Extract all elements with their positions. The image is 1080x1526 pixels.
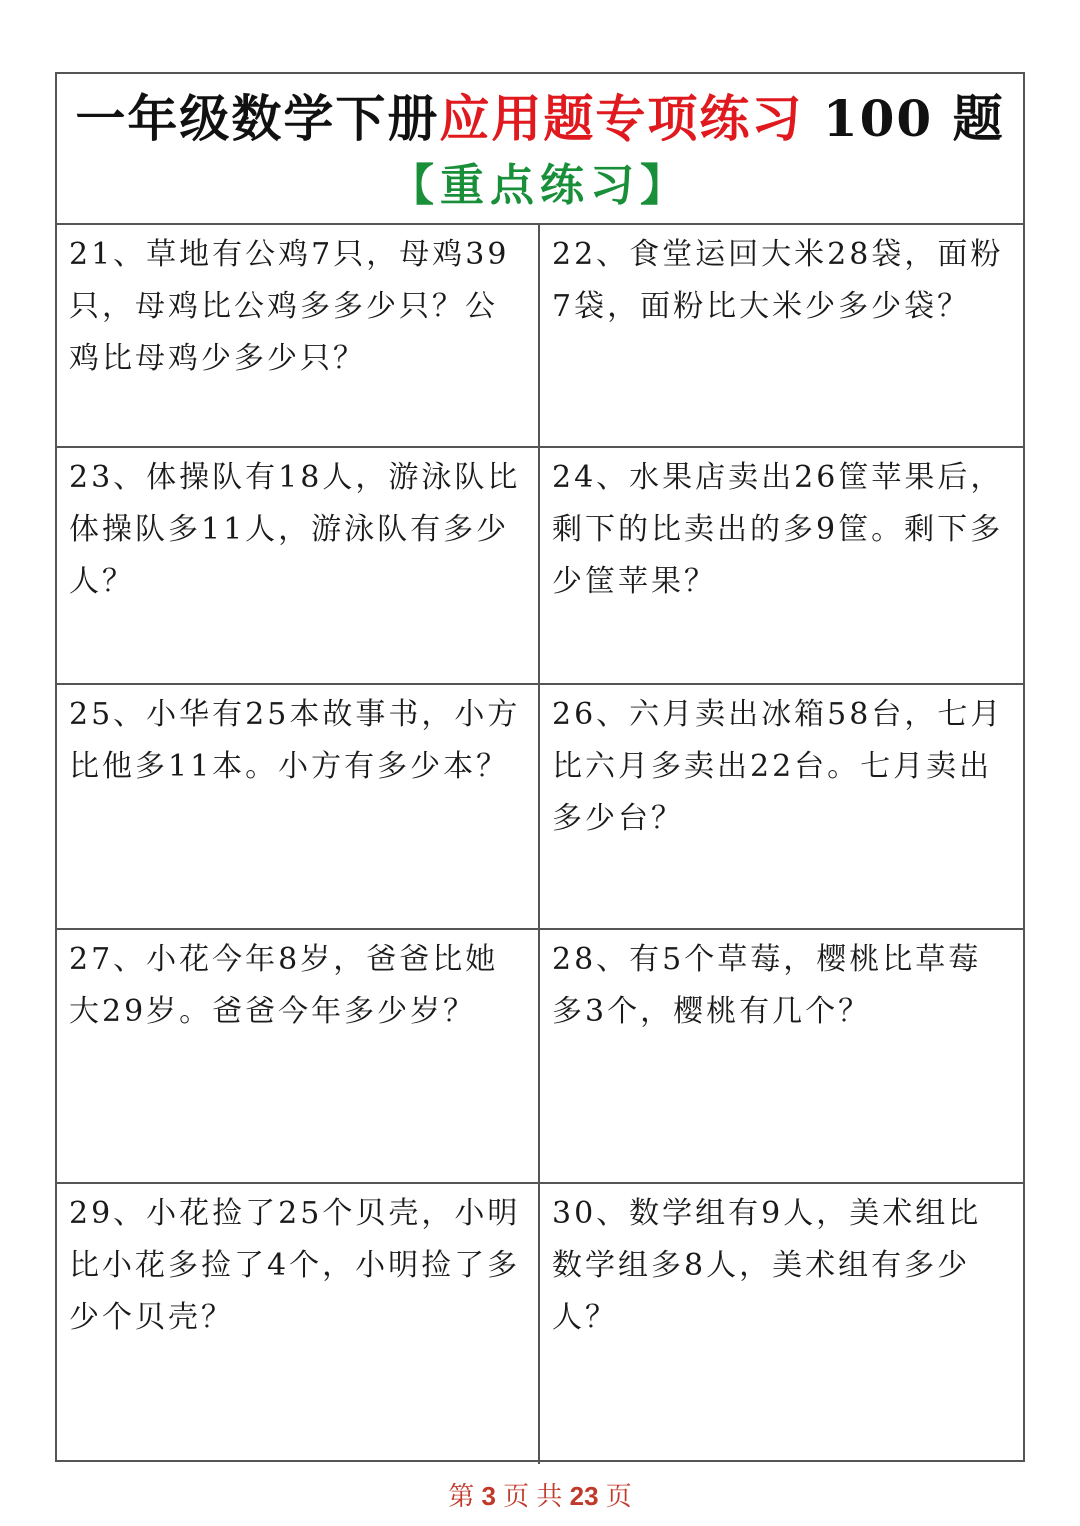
problem-grid: [57, 225, 1023, 1464]
problem-23: 23、体操队有18人，游泳队比体操队多11人，游泳队有多少人？: [57, 448, 540, 683]
footer-middle: 页 共: [503, 1481, 563, 1511]
page-number-footer: [0, 1478, 1080, 1514]
worksheet-header: [57, 74, 1023, 225]
footer-suffix: 页: [605, 1481, 632, 1511]
problem-28: 28、有5个草莓，樱桃比草莓多3个，樱桃有几个？: [552, 942, 982, 1029]
problem-30: 30、数学组有9人，美术组比数学组多8人，美术组有多少人？: [552, 1196, 982, 1335]
title-grade-part: 一年级数学下册: [75, 89, 440, 148]
title-topic-part: 应用题专项练习: [439, 89, 804, 148]
problem-row: [57, 930, 1023, 1184]
footer-prefix: 第: [448, 1481, 475, 1511]
total-pages-number: 23: [569, 1481, 599, 1511]
problem-21: 21、草地有公鸡7只，母鸡39只，母鸡比公鸡多多少只？公鸡比母鸡少多少只？: [57, 225, 540, 446]
current-page-number: 3: [481, 1481, 496, 1511]
page-subtitle: 【重点练习】: [390, 160, 690, 211]
problem-row: [57, 685, 1023, 930]
problem-row: [57, 225, 1023, 448]
page-title: [57, 84, 1023, 154]
problem-row: [57, 448, 1023, 685]
problem-24: 24、水果店卖出26筐苹果后，剩下的比卖出的多9筐。剩下多少筐苹果？: [552, 460, 1004, 599]
title-count-part: 100 题: [822, 89, 1005, 148]
worksheet: [55, 72, 1025, 1462]
problem-25: 25、小华有25本故事书，小方比他多11本。小方有多少本？: [57, 685, 540, 928]
problem-29: 29、小花捡了25个贝壳，小明比小花多捡了4个，小明捡了多少个贝壳？: [57, 1184, 540, 1464]
problem-row: [57, 1184, 1023, 1464]
problem-26: 26、六月卖出冰箱58台，七月比六月多卖出22台。七月卖出多少台？: [552, 697, 1004, 836]
problem-27: 27、小花今年8岁，爸爸比她大29岁。爸爸今年多少岁？: [57, 930, 540, 1182]
problem-22: 22、食堂运回大米28袋，面粉7袋，面粉比大米少多少袋？: [552, 237, 1004, 324]
